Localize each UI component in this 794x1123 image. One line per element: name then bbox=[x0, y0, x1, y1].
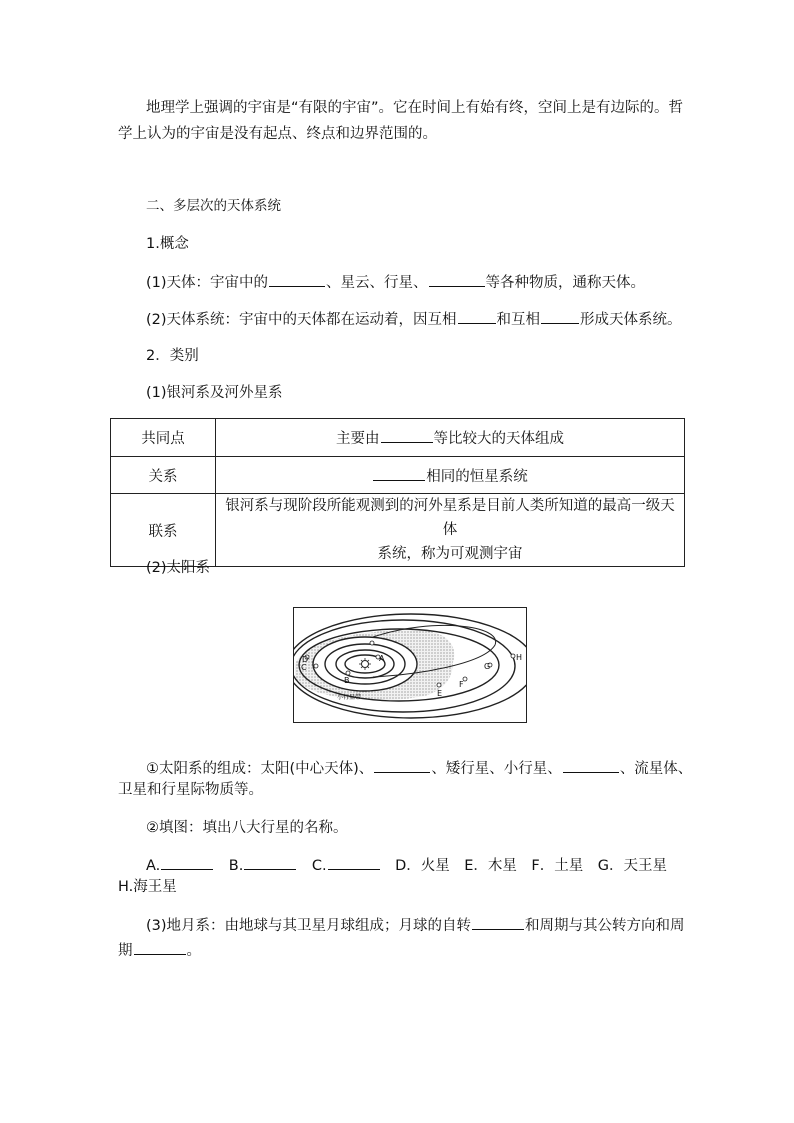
intro-line-1: 地理学上强调的宇宙是“有限的宇宙”。它在时间上有始有终，空间上是有边际的。哲 bbox=[146, 100, 684, 116]
table-cell: 共同点 bbox=[111, 419, 216, 457]
blank[interactable] bbox=[563, 758, 619, 773]
table-cell: 联系 bbox=[111, 494, 216, 567]
table-cell: 相同的恒星系统 bbox=[216, 457, 685, 494]
galaxy-table bbox=[110, 418, 685, 567]
table-cell: 银河系与现阶段所能观测到的河外星系是目前人类所知道的最高一级天体 系统，称为可观测宇宙 bbox=[216, 494, 685, 567]
table-row bbox=[111, 494, 685, 567]
planet-label: F bbox=[459, 680, 464, 689]
fill-prompt: ②填图：填出八大行星的名称。 bbox=[146, 820, 348, 836]
blank[interactable] bbox=[374, 758, 430, 773]
planet-label: D bbox=[302, 655, 309, 664]
planet-label: B bbox=[344, 676, 350, 685]
planet-label: A bbox=[379, 654, 385, 663]
planet-label: E bbox=[437, 689, 443, 698]
section-heading: 二、多层次的天体系统 bbox=[146, 198, 281, 214]
category-title: 2．类别 bbox=[146, 348, 199, 364]
asteroid-belt-label: 小行星带 bbox=[337, 694, 362, 701]
celestial-body-definition: (1)天体：宇宙中的 、星云、行星、 等各种物质，通称天体。 bbox=[146, 272, 645, 293]
composition-line-1: ①太阳系的组成：太阳(中心天体)、 、矮行星、小行星、 、流星体、 bbox=[146, 758, 692, 779]
blank[interactable] bbox=[381, 428, 433, 443]
earth-moon-line-1: (3)地月系：由地球与其卫星月球组成；月球的自转 和周期与其公转方向和周 bbox=[146, 915, 685, 936]
solar-system-title: (2)太阳系 bbox=[146, 560, 211, 576]
table-cell: 关系 bbox=[111, 457, 216, 494]
blank[interactable] bbox=[161, 855, 213, 870]
blank[interactable] bbox=[134, 940, 186, 955]
blank[interactable] bbox=[458, 309, 496, 324]
table-cell: 主要由 等比较大的天体组成 bbox=[216, 419, 685, 457]
galaxy-title: (1)银河系及河外星系 bbox=[146, 385, 283, 401]
blank[interactable] bbox=[429, 272, 485, 287]
planet-label: C bbox=[301, 663, 307, 672]
fill-answers-line-2: H.海王星 bbox=[118, 879, 177, 895]
planet-label: G bbox=[484, 662, 491, 671]
table-row bbox=[111, 419, 685, 457]
blank[interactable] bbox=[472, 915, 524, 930]
blank[interactable] bbox=[328, 855, 380, 870]
earth-moon-line-2: 期 。 bbox=[118, 940, 201, 961]
concept-title: 1.概念 bbox=[146, 236, 189, 252]
intro-line-2: 学上认为的宇宙是没有起点、终点和边界范围的。 bbox=[118, 126, 437, 142]
blank[interactable] bbox=[244, 855, 296, 870]
fill-answers-line-1: A. B. C. D．火星 E．木星 F．土星 G．天王星 bbox=[146, 855, 667, 876]
composition-line-2: 卫星和行星际物质等。 bbox=[118, 782, 263, 798]
planet-label: H bbox=[516, 653, 523, 662]
blank[interactable] bbox=[373, 466, 425, 481]
blank[interactable] bbox=[541, 309, 579, 324]
celestial-system-definition: (2)天体系统：宇宙中的天体都在运动着，因互相 和互相 形成天体系统。 bbox=[146, 309, 682, 330]
table-row bbox=[111, 457, 685, 494]
solar-system-diagram bbox=[293, 607, 527, 723]
blank[interactable] bbox=[269, 272, 325, 287]
